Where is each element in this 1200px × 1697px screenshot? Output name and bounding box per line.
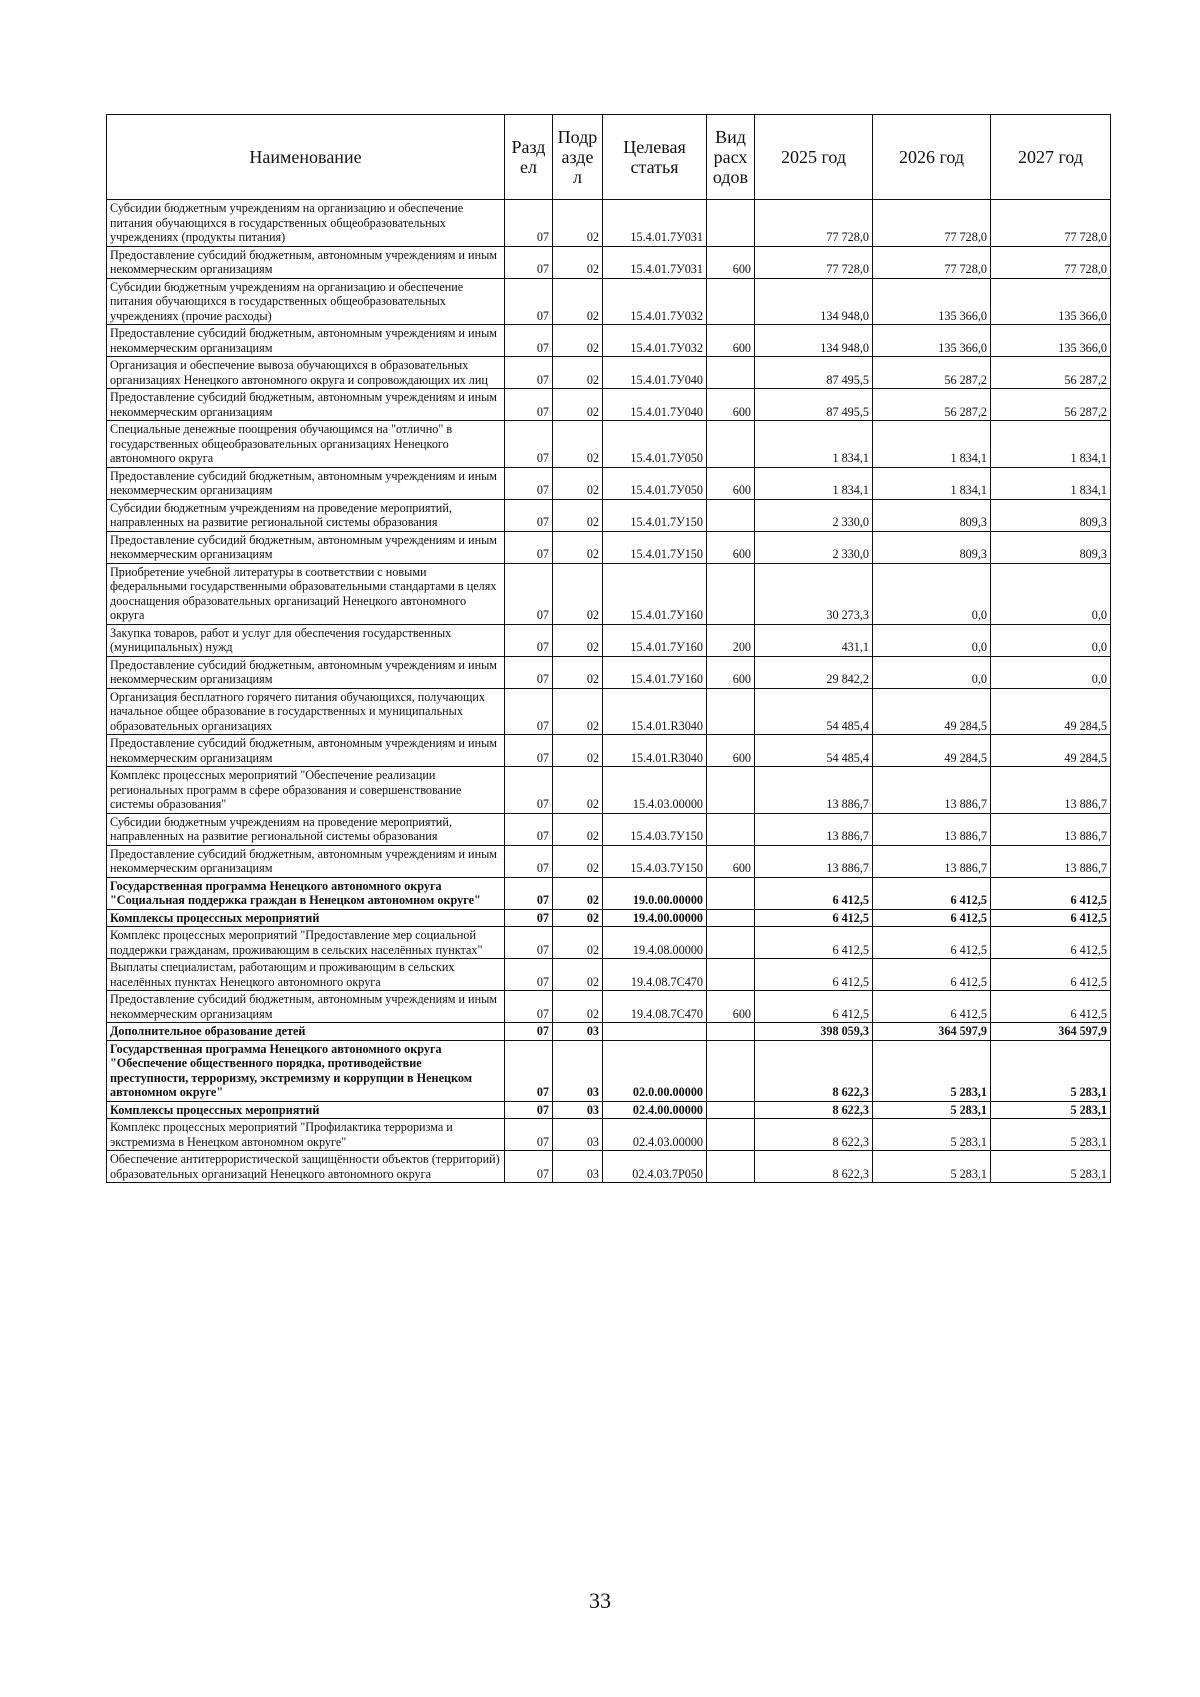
cell-name: Субсидии бюджетным учреждениям на проведение мероприятий, направленных на развитие региональной системы образования [107,813,505,845]
table-row [107,1040,1111,1101]
cell-2025: 6 412,5 [755,991,873,1023]
cell-2027: 77 728,0 [991,246,1111,278]
cell-vid-rashodov: 600 [707,325,755,357]
cell-celevaya-statya: 19.0.00.00000 [603,877,707,909]
cell-podrazdel: 02 [553,200,603,247]
cell-2026: 0,0 [873,563,991,624]
cell-2026: 6 412,5 [873,959,991,991]
table-row [107,1023,1111,1041]
cell-podrazdel: 02 [553,656,603,688]
cell-2027: 5 283,1 [991,1040,1111,1101]
cell-vid-rashodov [707,1151,755,1183]
header-celevaya-statya: Целевая статья [603,115,707,200]
cell-2025: 13 886,7 [755,845,873,877]
cell-2027: 56 287,2 [991,389,1111,421]
cell-name: Дополнительное образование детей [107,1023,505,1041]
table-body [107,200,1111,1183]
cell-2027: 364 597,9 [991,1023,1111,1041]
cell-2026: 6 412,5 [873,991,991,1023]
cell-2027: 13 886,7 [991,767,1111,814]
cell-razdel: 07 [505,467,553,499]
cell-name: Предоставление субсидий бюджетным, автономным учреждениям и иным некоммерческим организациям [107,467,505,499]
cell-celevaya-statya: 15.4.01.R3040 [603,735,707,767]
cell-celevaya-statya: 15.4.01.7У040 [603,357,707,389]
cell-2025: 134 948,0 [755,325,873,357]
cell-2025: 13 886,7 [755,767,873,814]
cell-name: Предоставление субсидий бюджетным, автономным учреждениям и иным некоммерческим организациям [107,845,505,877]
header-2025: 2025 год [755,115,873,200]
cell-razdel: 07 [505,531,553,563]
cell-razdel: 07 [505,624,553,656]
cell-name: Организация и обеспечение вывоза обучающихся в образовательных организациях Ненецкого автономного округа и сопровождающих их лиц [107,357,505,389]
cell-2025: 6 412,5 [755,909,873,927]
table-row [107,278,1111,325]
cell-name: Закупка товаров, работ и услуг для обеспечения государственных (муниципальных) нужд [107,624,505,656]
cell-name: Предоставление субсидий бюджетным, автономным учреждениям и иным некоммерческим организациям [107,991,505,1023]
cell-celevaya-statya: 15.4.01.R3040 [603,688,707,735]
cell-2025: 54 485,4 [755,735,873,767]
cell-2027: 809,3 [991,499,1111,531]
table-row [107,531,1111,563]
cell-name: Организация бесплатного горячего питания обучающихся, получающих начальное общее образование в государственных и муниципальных образовательных организациях [107,688,505,735]
cell-2027: 6 412,5 [991,991,1111,1023]
cell-2025: 13 886,7 [755,813,873,845]
cell-2027: 0,0 [991,624,1111,656]
cell-podrazdel: 02 [553,389,603,421]
cell-name: Комплекс процессных мероприятий "Профилактика терроризма и экстремизма в Ненецком автономном округе" [107,1119,505,1151]
cell-2026: 13 886,7 [873,813,991,845]
cell-celevaya-statya: 15.4.01.7У050 [603,421,707,468]
cell-celevaya-statya: 15.4.03.7У150 [603,845,707,877]
cell-celevaya-statya: 15.4.03.7У150 [603,813,707,845]
cell-razdel: 07 [505,959,553,991]
cell-2025: 1 834,1 [755,467,873,499]
cell-name: Приобретение учебной литературы в соответствии с новыми федеральными государственными образовательными стандартами в целях дооснащения образовательных организаций Ненецкого автономного округа [107,563,505,624]
cell-podrazdel: 03 [553,1151,603,1183]
cell-name: Комплекс процессных мероприятий "Обеспечение реализации региональных программ в сфере образования и совершенствование системы образования" [107,767,505,814]
cell-2026: 56 287,2 [873,389,991,421]
cell-vid-rashodov [707,767,755,814]
cell-2025: 8 622,3 [755,1101,873,1119]
cell-razdel: 07 [505,1040,553,1101]
cell-podrazdel: 02 [553,845,603,877]
cell-2027: 1 834,1 [991,467,1111,499]
table-row [107,624,1111,656]
cell-razdel: 07 [505,1119,553,1151]
cell-podrazdel: 03 [553,1040,603,1101]
cell-razdel: 07 [505,991,553,1023]
cell-2026: 13 886,7 [873,845,991,877]
cell-celevaya-statya: 15.4.01.7У150 [603,499,707,531]
cell-razdel: 07 [505,688,553,735]
cell-2027: 13 886,7 [991,813,1111,845]
cell-podrazdel: 02 [553,278,603,325]
cell-2025: 431,1 [755,624,873,656]
header-2027: 2027 год [991,115,1111,200]
cell-name: Субсидии бюджетным учреждениям на проведение мероприятий, направленных на развитие региональной системы образования [107,499,505,531]
table-row [107,656,1111,688]
table-row [107,246,1111,278]
cell-podrazdel: 02 [553,531,603,563]
cell-celevaya-statya: 19.4.08.7С470 [603,991,707,1023]
cell-podrazdel: 02 [553,688,603,735]
cell-razdel: 07 [505,845,553,877]
cell-podrazdel: 02 [553,927,603,959]
cell-2026: 77 728,0 [873,200,991,247]
table-row [107,1119,1111,1151]
table-row [107,909,1111,927]
cell-celevaya-statya: 15.4.01.7У050 [603,467,707,499]
cell-2026: 0,0 [873,656,991,688]
cell-celevaya-statya: 02.0.00.00000 [603,1040,707,1101]
cell-podrazdel: 03 [553,1119,603,1151]
cell-vid-rashodov: 600 [707,845,755,877]
table-header-row [107,115,1111,200]
cell-celevaya-statya: 15.4.01.7У032 [603,278,707,325]
cell-2025: 398 059,3 [755,1023,873,1041]
cell-razdel: 07 [505,767,553,814]
cell-name: Государственная программа Ненецкого автономного округа "Социальная поддержка граждан в Ненецком автономном округе" [107,877,505,909]
cell-2025: 2 330,0 [755,531,873,563]
cell-2025: 29 842,2 [755,656,873,688]
cell-2027: 0,0 [991,656,1111,688]
table-row [107,421,1111,468]
cell-name: Комплексы процессных мероприятий [107,909,505,927]
cell-2027: 49 284,5 [991,688,1111,735]
cell-name: Государственная программа Ненецкого автономного округа "Обеспечение общественного порядка, противодействие преступности, терроризму, экстремизму и коррупции в Ненецком автономном округе" [107,1040,505,1101]
cell-2027: 809,3 [991,531,1111,563]
table-row [107,200,1111,247]
cell-podrazdel: 02 [553,357,603,389]
cell-2026: 56 287,2 [873,357,991,389]
cell-2026: 809,3 [873,499,991,531]
table-row [107,845,1111,877]
cell-vid-rashodov [707,1101,755,1119]
cell-2025: 6 412,5 [755,927,873,959]
header-podrazdel: Подр азде л [553,115,603,200]
cell-podrazdel: 02 [553,813,603,845]
cell-2025: 2 330,0 [755,499,873,531]
cell-podrazdel: 03 [553,1023,603,1041]
table-row [107,927,1111,959]
cell-celevaya-statya: 19.4.08.7С470 [603,959,707,991]
cell-2025: 8 622,3 [755,1040,873,1101]
cell-vid-rashodov [707,1119,755,1151]
cell-razdel: 07 [505,927,553,959]
header-vid-rashodov: Вид расх одов [707,115,755,200]
budget-table [106,114,1111,1183]
cell-razdel: 07 [505,735,553,767]
header-razdel: Разд ел [505,115,553,200]
cell-podrazdel: 02 [553,959,603,991]
cell-vid-rashodov: 600 [707,246,755,278]
cell-vid-rashodov: 200 [707,624,755,656]
table-row [107,1151,1111,1183]
cell-vid-rashodov [707,877,755,909]
cell-2027: 5 283,1 [991,1101,1111,1119]
cell-2025: 77 728,0 [755,246,873,278]
cell-name: Предоставление субсидий бюджетным, автономным учреждениям и иным некоммерческим организациям [107,389,505,421]
cell-vid-rashodov [707,421,755,468]
table-row [107,813,1111,845]
cell-vid-rashodov: 600 [707,991,755,1023]
cell-2025: 6 412,5 [755,959,873,991]
cell-celevaya-statya: 15.4.03.00000 [603,767,707,814]
cell-razdel: 07 [505,1023,553,1041]
cell-razdel: 07 [505,325,553,357]
cell-podrazdel: 02 [553,246,603,278]
cell-razdel: 07 [505,357,553,389]
table-row [107,1101,1111,1119]
cell-name: Предоставление субсидий бюджетным, автономным учреждениям и иным некоммерческим организациям [107,246,505,278]
cell-celevaya-statya: 15.4.01.7У040 [603,389,707,421]
cell-2026: 5 283,1 [873,1119,991,1151]
cell-2026: 0,0 [873,624,991,656]
table-row [107,877,1111,909]
cell-razdel: 07 [505,1101,553,1119]
cell-2027: 0,0 [991,563,1111,624]
table-row [107,389,1111,421]
cell-celevaya-statya: 15.4.01.7У032 [603,325,707,357]
cell-vid-rashodov [707,959,755,991]
cell-podrazdel: 02 [553,767,603,814]
cell-name: Предоставление субсидий бюджетным, автономным учреждениям и иным некоммерческим организациям [107,531,505,563]
cell-vid-rashodov: 600 [707,389,755,421]
table-row [107,357,1111,389]
cell-2026: 49 284,5 [873,735,991,767]
cell-vid-rashodov [707,1023,755,1041]
cell-razdel: 07 [505,909,553,927]
cell-2026: 6 412,5 [873,909,991,927]
cell-podrazdel: 02 [553,563,603,624]
cell-razdel: 07 [505,421,553,468]
cell-2027: 49 284,5 [991,735,1111,767]
cell-2025: 77 728,0 [755,200,873,247]
cell-2025: 1 834,1 [755,421,873,468]
cell-2027: 5 283,1 [991,1151,1111,1183]
table-row [107,991,1111,1023]
cell-celevaya-statya: 19.4.08.00000 [603,927,707,959]
cell-vid-rashodov: 600 [707,735,755,767]
cell-2026: 13 886,7 [873,767,991,814]
cell-2026: 5 283,1 [873,1040,991,1101]
cell-2026: 6 412,5 [873,927,991,959]
cell-2026: 77 728,0 [873,246,991,278]
cell-name: Субсидии бюджетным учреждениям на организацию и обеспечение питания обучающихся в государственных общеобразовательных учреждениях (прочие расходы) [107,278,505,325]
cell-2027: 135 366,0 [991,278,1111,325]
cell-razdel: 07 [505,389,553,421]
cell-2025: 30 273,3 [755,563,873,624]
cell-vid-rashodov: 600 [707,656,755,688]
table-row [107,767,1111,814]
cell-2025: 134 948,0 [755,278,873,325]
table-row [107,467,1111,499]
cell-2027: 6 412,5 [991,909,1111,927]
cell-vid-rashodov [707,357,755,389]
cell-celevaya-statya: 15.4.01.7У031 [603,200,707,247]
cell-2025: 8 622,3 [755,1151,873,1183]
cell-2026: 6 412,5 [873,877,991,909]
cell-vid-rashodov [707,563,755,624]
cell-2025: 6 412,5 [755,877,873,909]
cell-podrazdel: 02 [553,624,603,656]
cell-celevaya-statya: 02.4.00.00000 [603,1101,707,1119]
cell-vid-rashodov [707,813,755,845]
cell-2026: 364 597,9 [873,1023,991,1041]
table-row [107,735,1111,767]
cell-2025: 54 485,4 [755,688,873,735]
header-name: Наименование [107,115,505,200]
cell-name: Субсидии бюджетным учреждениям на организацию и обеспечение питания обучающихся в государственных общеобразовательных учреждениях (продукты питания) [107,200,505,247]
table-row [107,959,1111,991]
cell-name: Специальные денежные поощрения обучающимся на "отлично" в государственных общеобразовательных организациях Ненецкого автономного округа [107,421,505,468]
cell-2025: 87 495,5 [755,357,873,389]
cell-celevaya-statya: 15.4.01.7У160 [603,624,707,656]
cell-celevaya-statya [603,1023,707,1041]
cell-vid-rashodov: 600 [707,467,755,499]
cell-2027: 6 412,5 [991,959,1111,991]
cell-celevaya-statya: 02.4.03.00000 [603,1119,707,1151]
cell-podrazdel: 02 [553,325,603,357]
cell-2025: 87 495,5 [755,389,873,421]
cell-name: Комплексы процессных мероприятий [107,1101,505,1119]
cell-2026: 135 366,0 [873,325,991,357]
cell-razdel: 07 [505,200,553,247]
cell-2027: 56 287,2 [991,357,1111,389]
cell-name: Предоставление субсидий бюджетным, автономным учреждениям и иным некоммерческим организациям [107,325,505,357]
cell-vid-rashodov [707,688,755,735]
cell-podrazdel: 02 [553,735,603,767]
cell-razdel: 07 [505,877,553,909]
cell-2027: 1 834,1 [991,421,1111,468]
table-row [107,325,1111,357]
cell-razdel: 07 [505,813,553,845]
cell-podrazdel: 02 [553,499,603,531]
cell-vid-rashodov [707,499,755,531]
header-2026: 2026 год [873,115,991,200]
cell-celevaya-statya: 19.4.00.00000 [603,909,707,927]
cell-name: Предоставление субсидий бюджетным, автономным учреждениям и иным некоммерческим организациям [107,656,505,688]
table-row [107,688,1111,735]
cell-celevaya-statya: 15.4.01.7У160 [603,563,707,624]
cell-2026: 135 366,0 [873,278,991,325]
budget-table-container [106,114,1110,1183]
table-row [107,563,1111,624]
cell-name: Предоставление субсидий бюджетным, автономным учреждениям и иным некоммерческим организациям [107,735,505,767]
cell-2027: 5 283,1 [991,1119,1111,1151]
cell-name: Комплекс процессных мероприятий "Предоставление мер социальной поддержки гражданам, проживающим в сельских населённых пунктах" [107,927,505,959]
cell-podrazdel: 02 [553,421,603,468]
cell-2027: 6 412,5 [991,877,1111,909]
cell-2026: 809,3 [873,531,991,563]
cell-name: Выплаты специалистам, работающим и проживающим в сельских населённых пунктах Ненецкого автономного округа [107,959,505,991]
cell-celevaya-statya: 15.4.01.7У031 [603,246,707,278]
cell-razdel: 07 [505,246,553,278]
cell-podrazdel: 03 [553,1101,603,1119]
table-row [107,499,1111,531]
cell-celevaya-statya: 15.4.01.7У150 [603,531,707,563]
cell-podrazdel: 02 [553,877,603,909]
cell-celevaya-statya: 02.4.03.7Р050 [603,1151,707,1183]
cell-vid-rashodov: 600 [707,531,755,563]
cell-2026: 49 284,5 [873,688,991,735]
cell-vid-rashodov [707,909,755,927]
cell-podrazdel: 02 [553,909,603,927]
cell-razdel: 07 [505,1151,553,1183]
cell-vid-rashodov [707,278,755,325]
page-number: 33 [589,1588,611,1613]
cell-2026: 1 834,1 [873,467,991,499]
cell-celevaya-statya: 15.4.01.7У160 [603,656,707,688]
cell-2025: 8 622,3 [755,1119,873,1151]
cell-podrazdel: 02 [553,991,603,1023]
cell-2026: 1 834,1 [873,421,991,468]
cell-2026: 5 283,1 [873,1151,991,1183]
cell-vid-rashodov [707,1040,755,1101]
cell-razdel: 07 [505,278,553,325]
cell-2027: 6 412,5 [991,927,1111,959]
cell-podrazdel: 02 [553,467,603,499]
cell-razdel: 07 [505,563,553,624]
cell-2027: 135 366,0 [991,325,1111,357]
cell-name: Обеспечение антитеррористической защищённости объектов (территорий) образовательных организаций Ненецкого автономного округа [107,1151,505,1183]
cell-vid-rashodov [707,200,755,247]
cell-vid-rashodov [707,927,755,959]
cell-2027: 13 886,7 [991,845,1111,877]
cell-2027: 77 728,0 [991,200,1111,247]
cell-razdel: 07 [505,499,553,531]
cell-2026: 5 283,1 [873,1101,991,1119]
cell-razdel: 07 [505,656,553,688]
